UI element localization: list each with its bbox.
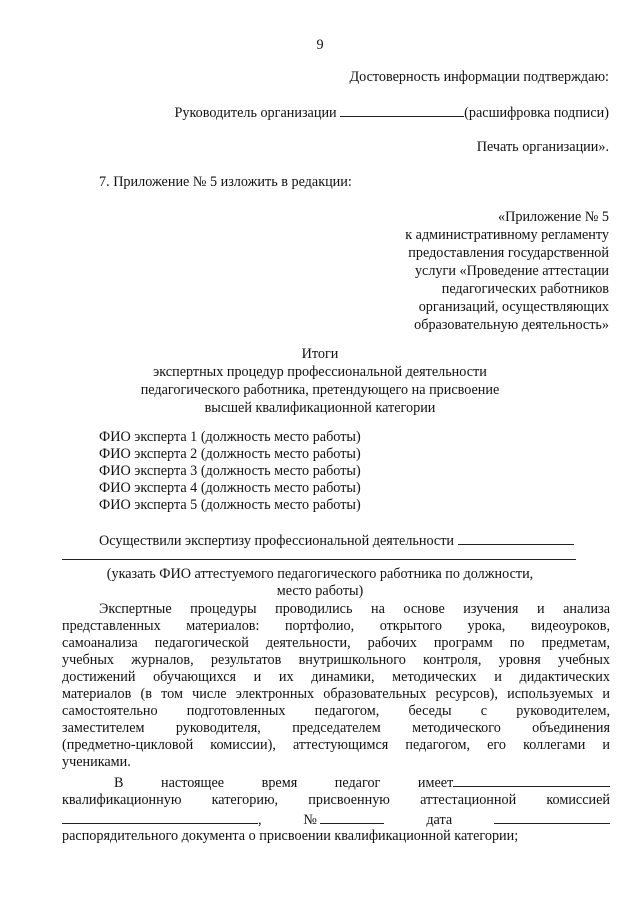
commission-blank — [62, 810, 258, 824]
title-line: педагогического работника, претендующего на присвоение — [140, 382, 500, 398]
category-current-label: В настоящее время педагог имеет — [114, 775, 454, 791]
expert-item: ФИО эксперта 4 (должность место работы) — [99, 480, 361, 496]
annex-header-line: предоставления государственной — [408, 245, 609, 261]
hint-line: место работы) — [276, 583, 364, 599]
expert-item: ФИО эксперта 3 (должность место работы) — [99, 463, 361, 479]
annex-header-line: «Приложение № 5 — [498, 209, 609, 225]
body-line: Экспертные процедуры проводились на основе изучения и анализа — [99, 601, 610, 617]
comma: , — [258, 812, 262, 828]
decoding-label: (расшифровка подписи) — [464, 105, 609, 121]
date-blank — [494, 810, 610, 824]
expert-item: ФИО эксперта 5 (должность место работы) — [99, 497, 361, 513]
annex-header-line: к административному регламенту — [405, 227, 609, 243]
date-label: дата — [426, 812, 453, 828]
annex-header-line: услуги «Проведение аттестации — [414, 263, 609, 279]
annex-header-line: педагогических работников — [441, 281, 609, 297]
teacher-name-blank — [458, 531, 574, 545]
head-label: Руководитель организации — [174, 105, 337, 121]
number-blank — [320, 810, 384, 824]
item-7: 7. Приложение № 5 изложить в редакции: — [99, 174, 352, 190]
expert-item: ФИО эксперта 1 (должность место работы) — [99, 429, 361, 445]
body-line: самостоятельно подготовленных педагогом, беседы с руководителем, — [62, 703, 610, 719]
page-number: 9 — [316, 37, 324, 53]
head-signature-line — [175, 103, 609, 122]
category-line-2: квалификационную категорию, присвоенную аттестационной комиссией — [62, 792, 610, 808]
body-line-last: учениками. — [62, 754, 131, 770]
signature-blank — [340, 103, 464, 117]
category-line-4: распорядительного документа о присвоении квалификационной категории; — [62, 828, 519, 844]
body-line: достижений обучающихся и их динамики, методических и дидактических — [62, 669, 610, 685]
body-line: самоанализа педагогической деятельности, рабочих программ по предметам, — [62, 635, 610, 651]
annex-header-line: организаций, осуществляющих — [418, 299, 609, 315]
title-line: экспертных процедур профессиональной деятельности — [153, 364, 487, 380]
expert-item: ФИО эксперта 2 (должность место работы) — [99, 446, 361, 462]
expertise-line — [99, 531, 574, 550]
confirm-line: Достоверность информации подтверждаю: — [349, 69, 609, 85]
number-label: № — [303, 812, 317, 828]
body-line: заместителем руководителя, председателем методического объединения — [62, 720, 610, 736]
title-line: Итоги — [301, 346, 339, 362]
category-line-1 — [114, 773, 610, 792]
teacher-name-underline — [62, 559, 576, 560]
body-line: (предметно-цикловой комиссии), аттестующимся педагогом, его коллегами и — [62, 737, 610, 753]
annex-header-line: образовательную деятельность» — [414, 317, 609, 333]
stamp-line: Печать организации». — [476, 139, 609, 155]
body-line: материалов (в том числе электронных образовательных ресурсов), используемых и — [62, 686, 610, 702]
title-line: высшей квалификационной категории — [204, 400, 436, 416]
expertise-label: Осуществили экспертизу профессиональной деятельности — [99, 533, 455, 549]
body-line: учебных журналов, результатов внутришкольного контроля, уровня учебных — [62, 652, 610, 668]
hint-line: (указать ФИО аттестуемого педагогического работника по должности, — [106, 566, 534, 582]
category-blank — [453, 773, 610, 787]
body-line: представленных материалов: портфолио, открытого урока, видеоуроков, — [62, 618, 610, 634]
